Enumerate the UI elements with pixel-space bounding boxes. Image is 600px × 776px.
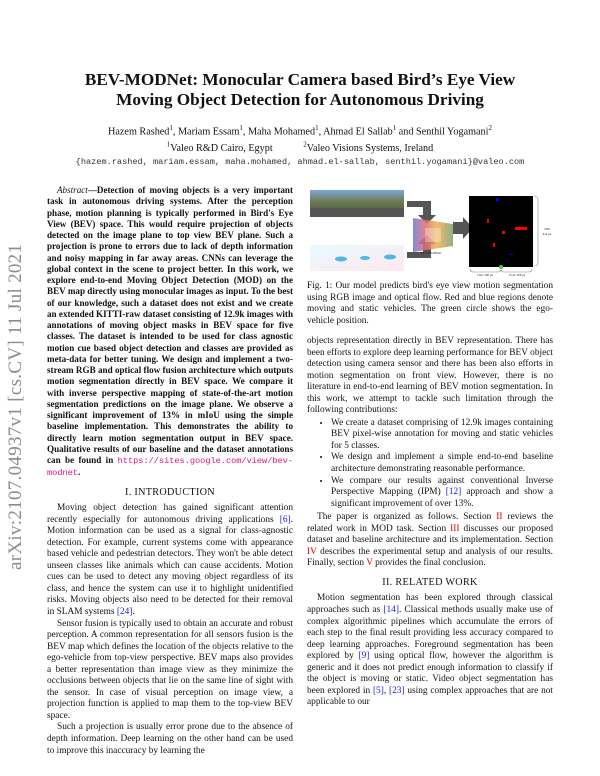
- bev-width-left-label: 15m, 208 px: [476, 273, 494, 277]
- author-name: Ahmad El Sallab: [323, 126, 393, 138]
- bev-output-map: [469, 196, 533, 269]
- section-link[interactable]: V: [366, 558, 373, 569]
- author-name: Senthil Yogamani: [416, 126, 489, 138]
- text-segment: using complex approaches that are not applicable to our: [307, 685, 554, 708]
- citation-link[interactable]: [9]: [358, 651, 370, 662]
- author-separator: ,: [242, 126, 248, 138]
- citation-link[interactable]: [14]: [383, 605, 399, 616]
- section-heading-related-work: II. RELATED WORK: [382, 576, 478, 588]
- text-segment: . Motion information can be used as a signal for class-agnostic detection. For example, current systems come with appearance based vehicle and pedestrian detectors. They won't be able detect unseen classes like animals which can cause accidents. Motion cues can be used to detect any moving object regardless of its class, and hence the system can use it to highlight unidentified risks. Moving objects also need to be detected for their removal in SLAM systems: [47, 514, 293, 617]
- contributions-list: [307, 418, 553, 510]
- arxiv-stamp: arXiv:2107.04937v1 [cs.CV] 11 Jul 2021: [5, 243, 26, 570]
- author-separator: ,: [318, 126, 324, 138]
- affiliation-1: [166, 140, 273, 155]
- affiliations: [0, 139, 600, 156]
- text-segment: Moving object detection has gained significant attention recently especially for autonomous driving applications: [47, 503, 293, 525]
- text-segment: We design and implement a simple end-to-end baseline architecture demonstrating reasonable performance.: [331, 452, 553, 475]
- figure-1: [307, 188, 557, 278]
- affiliation-name: Valeo R&D Cairo, Egypt: [170, 143, 273, 155]
- author-affiliation-number: 1: [392, 124, 397, 132]
- citation-link[interactable]: [12]: [445, 487, 462, 498]
- paragraph: [47, 619, 293, 723]
- citation-link[interactable]: [24]: [116, 606, 133, 617]
- text-segment: .: [132, 606, 135, 617]
- organization-paragraph: [307, 512, 553, 570]
- author-emails: {hazem.rashed, mariam.essam, maha.mohamed, ahmad.el-sallab, senthil.yogamani}@valeo.com: [75, 156, 525, 167]
- author-affiliation-number: 2: [488, 124, 492, 132]
- text-segment: We compare our results against conventional Inverse Perspective Mapping (IPM): [331, 475, 553, 498]
- network-label: BEV-MODNet: [420, 251, 442, 255]
- text-segment: approach and show a significant improvement of over 13%.: [331, 487, 553, 509]
- text-segment: Sensor fusion is typically used to obtain an accurate and robust perception. A common representation for all sensors fusion is the BEV map which defines the location of the objects relative to the ego-vehicle from top-view perspective. BEV maps also provides a better representation than image view as they minimize the occlusions between objects that lie on the same line of sight with the sensor. In case of visual perception on image view, a projection function is applied to map them to the top-view BEV space.: [47, 618, 293, 721]
- rgb-image-thumbnail: [310, 190, 404, 217]
- text-segment: ,: [383, 685, 389, 696]
- paragraph: [47, 722, 293, 757]
- contribution-item: [331, 452, 553, 475]
- title-line-1: BEV-MODNet: Monocular Camera based Bird’s Eye View: [84, 70, 516, 89]
- paper-title: [0, 70, 600, 110]
- abstract-end: .: [77, 467, 81, 478]
- abstract-text: —Detection of moving objects is a very important task in autonomous driving systems. After the perception phase, motion planning is typically performed in Bird's Eye View (BEV) space. This would require projection of objects detected on the image plane to top view BEV plane. Such a projection is prone to errors due to lack of depth information and noisy mapping in far away areas. CNNs can leverage the global context in the scene to project better. In this work, we explore end-to-end Moving Object Detection (MOD) on the BEV map directly using monocular images as input. To the best of our knowledge, such a dataset does not exist and we create an extended KITTI-raw dataset consisting of 12.9k images with annotations of moving object masks in BEV space for five classes. The dataset is intended to be used for class agnostic motion cue based object detection and classes are provided as meta-data for better tuning. We design and implement a two-stream RGB and optical flow fusion architecture which outputs motion segmentation directly in BEV space. We compare it with inverse perspective mapping of state-of-the-art motion segmentation predictions on the image plane. We observe a significant improvement of 13% in mIoU using the simple baseline implementation. This demonstrates the ability to directly learn motion segmentation output in BEV space. Qualitative results of our baseline and the dataset annotations can be found in: [47, 185, 293, 465]
- figure-graphic: [307, 188, 557, 278]
- bev-width-right-label: 15 m, 208 px: [508, 273, 526, 277]
- section-link[interactable]: II: [496, 512, 503, 523]
- introduction-body: [47, 503, 293, 757]
- figure-caption: Fig. 1: Our model predicts bird's eye view motion segmentation using RGB image and optical flow. Red and blue regions denote moving and static vehicles. The green circle shows the ego-vehicle position.: [307, 281, 553, 326]
- citation-link[interactable]: [23]: [388, 685, 405, 696]
- bev-height-label: 30m 416 px: [542, 227, 552, 236]
- paragraph: [47, 503, 293, 618]
- section-link[interactable]: III: [450, 523, 460, 534]
- text-segment: . Classical methods usually make use of complex algorithmic pipelines which accumulate the errors of each step to the final result providing less accuracy compared to deep learning approaches. Foreground segmentation has been explored by: [307, 605, 553, 662]
- intro-continuation: objects representation directly in BEV representation. There has been efforts to explore deep learning performance for BEV object detection using camera sensor and there has been also efforts in motion segmentation on front view. However, there is no literature in end-to-end learning of BEV motion segmentation. In this work, we attempt to tackle such limitation through the following contributions:: [307, 336, 553, 416]
- author-affiliation-number: 1: [239, 124, 243, 132]
- affiliation-name: Valeo Visions Systems, Ireland: [306, 143, 434, 155]
- network-icon: [413, 218, 453, 252]
- citation-link[interactable]: [6]: [279, 514, 291, 525]
- author-name: Maha Mohamed: [248, 126, 316, 138]
- text-segment: Such a projection is usually error prone due to the absence of depth information. Deep learning on the other hand can be used to improve this inaccuracy by learning the: [47, 722, 293, 756]
- author-separator: and: [396, 126, 417, 138]
- author-affiliation-number: 1: [315, 124, 319, 132]
- section-heading-introduction: I. INTRODUCTION: [125, 486, 215, 498]
- author-list: [0, 122, 600, 139]
- title-line-2: Moving Object Detection for Autonomous Driving: [116, 90, 484, 109]
- text-segment: reviews the related work in MOD task. Section: [307, 512, 553, 534]
- text-segment: We create a dataset comprising of 12.9k images containing BEV pixel-wise annotation for moving and static vehicles for 5 classes.: [331, 417, 553, 451]
- abstract: [47, 185, 293, 480]
- right-column: [307, 336, 553, 709]
- author-block: [0, 122, 600, 169]
- affiliation-number: 2: [303, 140, 307, 149]
- abstract-lead: Abstract: [57, 185, 88, 195]
- citation-link[interactable]: [5]: [372, 685, 384, 696]
- contribution-item: [331, 476, 553, 511]
- project-url-link[interactable]: https://sites.google.com/view/bev-modnet: [47, 456, 293, 479]
- affiliation-number: 1: [166, 140, 171, 149]
- text-segment: describes the experimental setup and analysis of our results. Finally, section: [307, 546, 553, 569]
- author-name: Hazem Rashed: [108, 126, 170, 138]
- text-segment: The paper is organized as follows. Section: [317, 512, 497, 523]
- text-segment: Motion segmentation has been explored through classical approaches such as: [307, 593, 553, 616]
- text-segment: provides the final conclusion.: [372, 558, 486, 569]
- author-separator: ,: [172, 126, 178, 138]
- related-work-paragraph: [307, 593, 553, 708]
- left-column: [47, 185, 293, 757]
- affiliation-2: [303, 140, 434, 155]
- text-segment: using optical flow, however the algorithm is generic and it does not predict enough information to classify if the object is moving or static. Video object segmentation has been explored in: [307, 651, 553, 696]
- author-name: Mariam Essam: [178, 126, 240, 138]
- contribution-item: [331, 418, 553, 453]
- section-link[interactable]: IV: [307, 546, 317, 557]
- text-segment: discusses our proposed dataset and baseline architecture and its implementation. Section: [307, 523, 554, 546]
- author-affiliation-number: 1: [169, 124, 173, 132]
- optical-flow-thumbnail: [310, 245, 404, 271]
